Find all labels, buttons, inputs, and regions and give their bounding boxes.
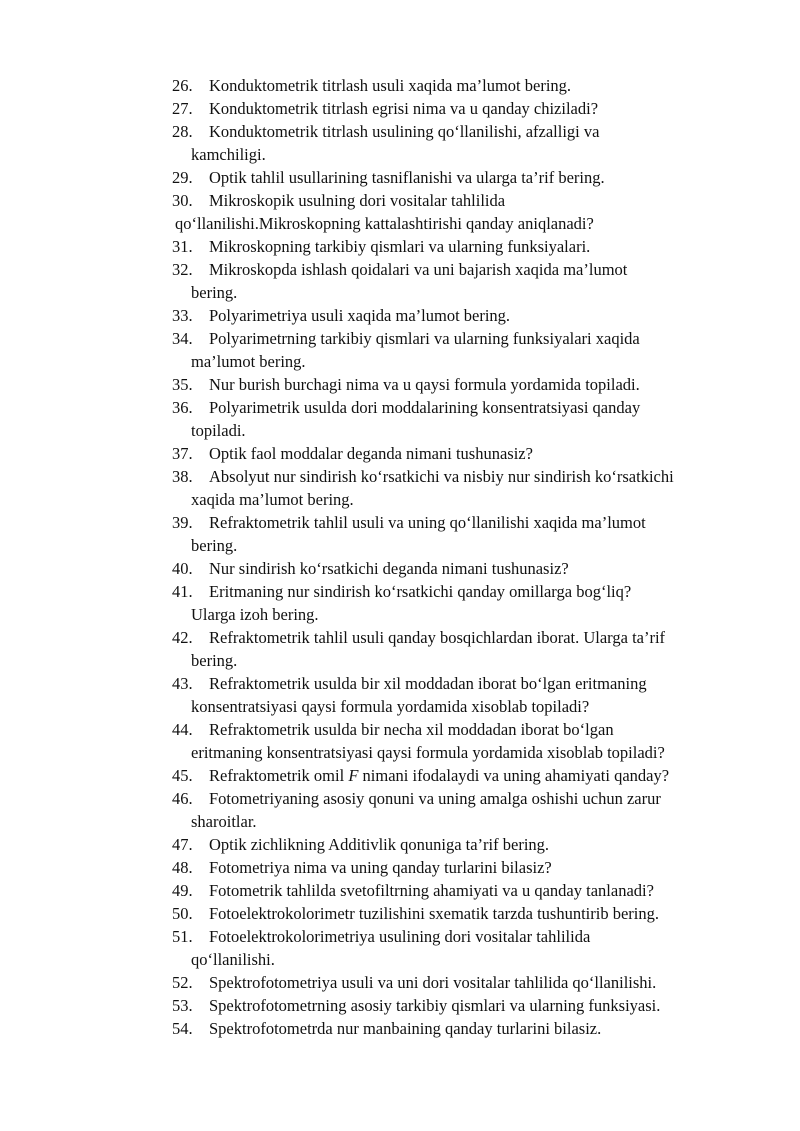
question-text: Mikroskopning tarkibiy qismlari va ularning funksiyalari. [209, 237, 591, 256]
question-text: Polyarimetrik usulda dori moddalarining konsentratsiyasi qanday [209, 398, 641, 417]
variable-f: F [348, 766, 359, 785]
question-number: 49. [172, 881, 193, 900]
question-text-continued: Ularga izoh bering. [191, 605, 319, 624]
question-text: Polyarimetriya usuli xaqida ma’lumot bering. [209, 306, 511, 325]
question-item [0, 511, 800, 557]
question-number: 51. [172, 927, 193, 946]
question-number: 29. [172, 168, 193, 187]
question-item [0, 465, 800, 511]
question-text: Eritmaning nur sindirish ko‘rsatkichi qanday omillarga bog‘liq? [209, 582, 632, 601]
question-text: Mikroskopda ishlash qoidalari va uni bajarish xaqida ma’lumot [209, 260, 628, 279]
question-number: 47. [172, 835, 193, 854]
question-text: Nur burish burchagi nima va u qaysi formula yordamida topiladi. [209, 375, 640, 394]
question-number: 30. [172, 191, 193, 210]
question-item [0, 971, 800, 994]
question-item [0, 902, 800, 925]
question-item [0, 672, 800, 718]
question-text: Polyarimetrning tarkibiy qismlari va ularning funksiyalari xaqida [209, 329, 640, 348]
question-text-continued: qo‘llanilishi. [191, 950, 275, 969]
question-number: 54. [172, 1019, 193, 1038]
question-item [0, 718, 800, 764]
question-number: 45. [172, 766, 193, 785]
question-text-continued: sharoitlar. [191, 812, 257, 831]
question-text: Spektrofotometrning asosiy tarkibiy qismlari va ularning funksiyasi. [209, 996, 661, 1015]
question-text-continued: bering. [191, 536, 238, 555]
question-list [0, 74, 800, 1040]
question-text: Konduktometrik titrlash usuli xaqida ma’lumot bering. [209, 76, 572, 95]
question-item [0, 442, 800, 465]
question-text-continued: ma’lumot bering. [191, 352, 306, 371]
question-number: 34. [172, 329, 193, 348]
question-item [0, 764, 800, 787]
question-item [0, 557, 800, 580]
question-item [0, 994, 800, 1017]
question-item [0, 258, 800, 304]
question-number: 44. [172, 720, 193, 739]
question-text: Fotometrik tahlilda svetofiltrning ahamiyati va u qanday tanlanadi? [209, 881, 654, 900]
question-number: 27. [172, 99, 193, 118]
question-item [0, 925, 800, 971]
question-number: 39. [172, 513, 193, 532]
question-text: Optik tahlil usullarining tasniflanishi va ularga ta’rif bering. [209, 168, 605, 187]
question-text: Fotoelektrokolorimetr tuzilishini sxematik tarzda tushuntirib bering. [209, 904, 659, 923]
question-item [0, 120, 800, 166]
question-number: 48. [172, 858, 193, 877]
question-number: 33. [172, 306, 193, 325]
question-item [0, 166, 800, 189]
question-text: Spektrofotometrda nur manbaining qanday turlarini bilasiz. [209, 1019, 602, 1038]
question-text-continued: topiladi. [191, 421, 246, 440]
question-number: 52. [172, 973, 193, 992]
question-text: Nur sindirish ko‘rsatkichi deganda nimani tushunasiz? [209, 559, 569, 578]
question-text: Refraktometrik usulda bir xil moddadan iborat bo‘lgan eritmaning [209, 674, 647, 693]
question-number: 31. [172, 237, 193, 256]
question-item [0, 373, 800, 396]
question-text-continued: kamchiligi. [191, 145, 266, 164]
question-item [0, 856, 800, 879]
question-text: Absolyut nur sindirish ko‘rsatkichi va nisbiy nur sindirish ko‘rsatkichi [209, 467, 674, 486]
question-number: 43. [172, 674, 193, 693]
question-text-continued: qo‘llanilishi.Mikroskopning kattalashtirishi qanday aniqlanadi? [175, 214, 594, 233]
question-number: 40. [172, 559, 193, 578]
question-item [0, 580, 800, 626]
question-number: 38. [172, 467, 193, 486]
question-item [0, 189, 800, 235]
question-text: Fotometriya nima va uning qanday turlarini bilasiz? [209, 858, 552, 877]
question-number: 53. [172, 996, 193, 1015]
question-item [0, 97, 800, 120]
question-text: Refraktometrik omil F nimani ifodalaydi va uning ahamiyati qanday? [209, 766, 670, 785]
question-number: 32. [172, 260, 193, 279]
question-item [0, 235, 800, 258]
question-number: 26. [172, 76, 193, 95]
question-text: Fotoelektrokolorimetriya usulining dori vositalar tahlilida [209, 927, 591, 946]
question-text: Optik faol moddalar deganda nimani tushunasiz? [209, 444, 533, 463]
question-text: Refraktometrik tahlil usuli qanday bosqichlardan iborat. Ularga ta’rif [209, 628, 666, 647]
question-item [0, 74, 800, 97]
question-item [0, 626, 800, 672]
question-text-continued: eritmaning konsentratsiyasi qaysi formula yordamida xisoblab topiladi? [191, 743, 665, 762]
question-item [0, 833, 800, 856]
question-number: 36. [172, 398, 193, 417]
question-number: 46. [172, 789, 193, 808]
question-item [0, 879, 800, 902]
question-item [0, 396, 800, 442]
question-text-continued: konsentratsiyasi qaysi formula yordamida xisoblab topiladi? [191, 697, 590, 716]
question-item [0, 304, 800, 327]
question-text: Refraktometrik tahlil usuli va uning qo‘llanilishi xaqida ma’lumot [209, 513, 646, 532]
question-text: Mikroskopik usulning dori vositalar tahlilida [209, 191, 506, 210]
question-item [0, 327, 800, 373]
question-item [0, 1017, 800, 1040]
question-text-continued: xaqida ma’lumot bering. [191, 490, 354, 509]
question-text: Refraktometrik usulda bir necha xil moddadan iborat bo‘lgan [209, 720, 614, 739]
question-number: 37. [172, 444, 193, 463]
question-text: Optik zichlikning Additivlik qonuniga ta’rif bering. [209, 835, 550, 854]
question-text-continued: bering. [191, 651, 238, 670]
question-text: Konduktometrik titrlash egrisi nima va u qanday chiziladi? [209, 99, 599, 118]
question-text-continued: bering. [191, 283, 238, 302]
question-text: Konduktometrik titrlash usulining qo‘llanilishi, afzalligi va [209, 122, 600, 141]
question-number: 35. [172, 375, 193, 394]
question-number: 50. [172, 904, 193, 923]
question-text: Spektrofotometriya usuli va uni dori vositalar tahlilida qo‘llanilishi. [209, 973, 657, 992]
question-number: 41. [172, 582, 193, 601]
question-number: 42. [172, 628, 193, 647]
question-text: Fotometriyaning asosiy qonuni va uning amalga oshishi uchun zarur [209, 789, 661, 808]
question-number: 28. [172, 122, 193, 141]
question-item [0, 787, 800, 833]
